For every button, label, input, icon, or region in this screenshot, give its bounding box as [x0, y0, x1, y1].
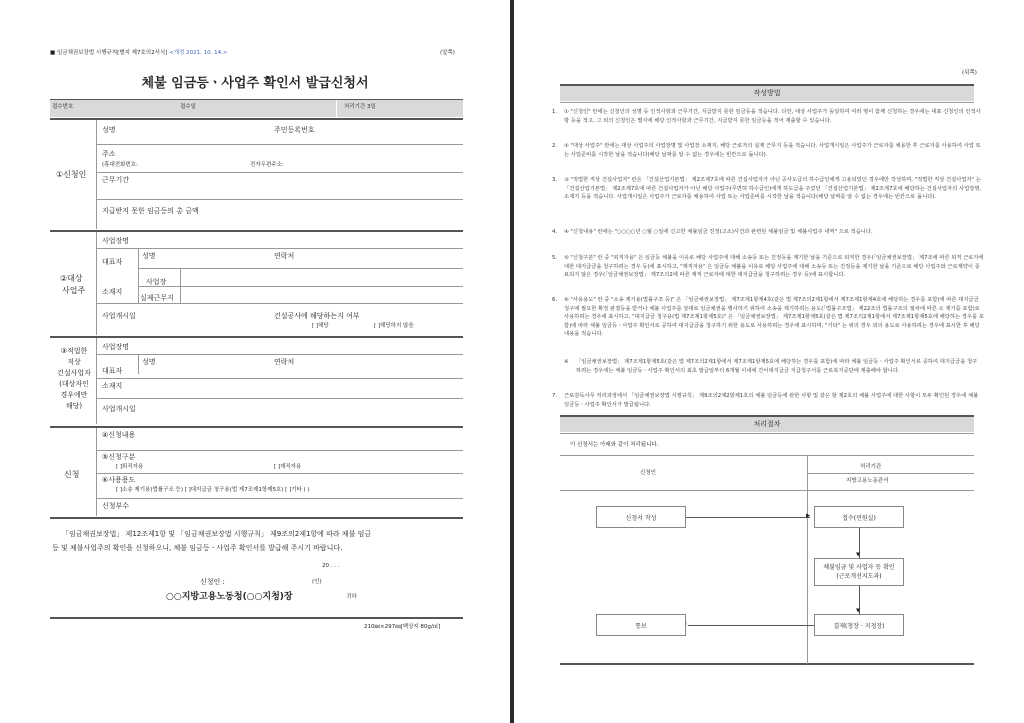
employer-workplace-field[interactable]: 사업장 [146, 278, 167, 286]
column-applicant: 신청인 [640, 470, 656, 476]
procedure-intro: 이 신청서는 아래와 같이 처리됩니다. [570, 442, 659, 448]
request-section-label: 신청 [64, 470, 80, 479]
request-category-label: ⑤신청구분 [102, 453, 136, 461]
applicant-resident-number-field[interactable]: 주민등록번호 [274, 126, 315, 134]
applicant-section [50, 120, 463, 229]
receipt-date-label: 접수일 [180, 104, 196, 110]
instruction-note: ※ 「임금채권보장법」 제7조제1항제5호(같은 법 제7조의2제1항에서 제7조제1항제5호에 해당하는 경우를 포함)에 따라 체불 임금등ㆍ사업주 확인서로 공하여 대지급금을 청구하려는 경우에는 체불 임금등ㆍ사업주 확인서의 최초 발급일부터 6개월 이내에 간이대지급금 지급청구서를 근로복지공단에 제출해야 합니다. [564, 359, 978, 374]
construction-no-checkbox[interactable]: [ ]해당하지 않음 [374, 323, 414, 329]
employer-contact-field[interactable]: 연락처 [274, 252, 295, 260]
step-notify: 통보 [596, 614, 686, 636]
unpaid-total-field[interactable]: 지급받지 못한 임금등의 총 금액 [102, 207, 199, 215]
column-processor-sub: 지방고용노동관서 [846, 478, 889, 484]
page-side-label: (앞쪽) [440, 50, 455, 56]
contractor-section-label: ③적법한 직상 건설사업자 (대상자인 경우에만 해당) [57, 347, 91, 410]
date-line[interactable]: 20 . . . [322, 563, 340, 569]
applicant-work-period-field[interactable]: 근무기간 [102, 176, 130, 184]
contractor-business-name-field[interactable]: 사업장명 [102, 343, 130, 351]
arrow-down-icon: ▼ [856, 608, 861, 614]
employer-section-label-2: 사업주 [62, 286, 86, 295]
contractor-rep-name-field[interactable]: 성명 [142, 358, 156, 366]
retired-checkbox[interactable]: [ ]퇴직자용 [116, 464, 144, 470]
receipt-number-label: 접수번호 [52, 104, 74, 110]
applicant-section-label: ①신청인 [56, 170, 87, 179]
employer-start-date-field[interactable]: 사업개시일 [102, 312, 136, 320]
contractor-section [50, 338, 463, 424]
contractor-representative-label: 대표자 [102, 367, 123, 375]
instructions-title: 작성방법 [753, 89, 781, 97]
form-legal-basis: ■ 임금채권보장법 시행규칙[별지 제7호의2서식] <개정 2021. 10. 14.> [50, 50, 228, 56]
employer-section [50, 232, 463, 335]
contractor-location-field[interactable]: 소재지 [102, 382, 123, 390]
request-section [50, 428, 463, 516]
arrow-right-icon: ▶ [806, 513, 811, 519]
employed-checkbox[interactable]: [ ]재직자용 [274, 464, 302, 470]
statement-line-1: 「임금채권보장법」 제12조제1항 및 「임금채권보장법 시행규칙」 제9조의2제1항에 따라 체불 임금 [62, 530, 372, 538]
employer-location-label: 소재지 [102, 288, 123, 296]
step-write-application: 신청서 작성 [596, 506, 686, 528]
step-confirm: 체불임금 및 사업자 등 확인 (근로개선지도과) [814, 558, 904, 586]
form-page-front [0, 0, 510, 723]
receipt-bar [50, 100, 463, 117]
recipient-office: ○○지방고용노동청(○○지청)장 [166, 592, 293, 602]
honorific: 귀하 [346, 594, 357, 600]
request-copies-field[interactable]: 신청부수 [102, 502, 130, 510]
employer-rep-name-field[interactable]: 성명 [142, 252, 156, 260]
step-receive: 접수(민원실) [814, 506, 904, 528]
instruction-item: 1. ① "신청인" 란에는 신청인의 성명 등 인적사항과 근무기간, 지급받지 못한 임금등을 적습니다. 다만, 대상 사업주가 동일하여 여러 명이 함께 신청하는 경우에는 대표 신청인의 인적사항 등을 적고, 그 외의 신청인은 별지에 해당 인적사항과 근무기간, 지급받지 못한 임금등을 적어 제출할 수 있습니다. [552, 109, 981, 124]
paper-spec: 210㎜×297㎜[백상지 80g/㎡] [364, 624, 441, 630]
statement-line-2: 등 및 체불사업주의 확인을 신청하오니, 체불 임금등ㆍ사업주 확인서를 발급해 주시기 바랍니다. [52, 544, 343, 552]
processing-period: 처리기간 3일 [344, 104, 376, 110]
seal-mark: (인) [312, 579, 322, 585]
applicant-sign-label: 신청인 : [200, 578, 225, 586]
procedure-title: 처리절차 [753, 420, 781, 428]
request-usage-label: ⑥사용용도 [102, 476, 136, 484]
instruction-item: 6. ⑥ "사용용도" 란 중 "소송 제기용(법률구조 등)" 은 「임금채권보장법」 제7조제1항제4호(같은 법 제7조의2제1항에서 제7조제1항제4호에 해당하는 경우를 포함)에 따른 대지급금 청구에 필요한 확정 판결등을 받거나 체불 사업주를 상대로 임금채권을 행사하기 위하여 소송을 제기하려는 용도(「법률구조법」 제22조의 법률구조의 절차에 따른 소 제기를 포함)로 사용하려는 경우에 표시하고, "대지급금 청구용(법 제7조제1항제5호)" 은 「임금채권보장법」 제7조제1항제5호(같은 법 제7조의2제1항에서 제7조제1항제5호에 해당하는 경우를 포함)에 따라 체불 임금등ㆍ사업주 확인서로 공하여 대지급금을 청구하기 위한 용도로 사용하려는 경우에 표시하며, "기타" 는 위의 경우 외의 용도로 사용하려는 경우에 표시한 후 해당 내용을 적습니다. [552, 297, 984, 337]
applicant-address-field[interactable]: 주소 [102, 150, 116, 158]
contractor-contact-field[interactable]: 연락처 [274, 358, 295, 366]
instruction-item: 7. 근로감독사무 처리과정에서 「임금채권보장법 시행규칙」 제9조의2제2항제1호의 체불 임금등에 관한 사항 및 같은 항 제2호의 체불 사업주에 대한 사항이 모두 확인된 경우에 체불 임금등ㆍ사업주 확인서가 발급됩니다. [552, 393, 979, 408]
employer-section-label-1: ②대상 [60, 274, 83, 283]
instruction-item: 3. ③ "적법한 직상 건설사업자" 란은 「건설산업기본법」 제2조제7호에 따른 건설사업자가 아닌 공사도급의 하수급인에게 고용되었던 경우에만 작성하며, "적법한 직상 건설사업자" 는 「건설산업기본법」 제2조제7호에 따른 건설사업자가 아닌 해당 사업주(무면허 하수급인)에게 하도급을 주었던 「건설산업기본법」 제2조제7호에 해당하는 건설사업자의 사업장명, 소재지 등을 적습니다. 사업개시일은 사업주가 근로자를 채용하여 사업 또는 사업준비를 시작한 날을 적습니다(해당 날짜를 알 수 없는 경우에는 빈칸으로 둡니다). [552, 177, 982, 200]
instruction-item: 5. ⑤ "신청구분" 란 중 "퇴직자용" 은 임금등 체불을 이유로 해당 사업주에 대해 소송등 또는 진정등을 제기한 날을 기준으로 퇴직한 경우(「임금채권보장법」 제7조에 따른 퇴직 근로자에 대한 대지급금을 청구하려는 경우 등)에 표시하고, "재직자용" 은 임금등 체불을 이유로 해당 사업주에 대해 소송등 또는 진정등을 제기한 날을 기준으로 해당 사업주와 근로계약이 종료되지 않은 경우(「임금채권보장법」 제7조의2에 따른 재직 근로자에 대한 대지급금을 청구하려는 경우 등)에 표시합니다. [552, 255, 984, 278]
procedure-flow [560, 455, 974, 665]
contractor-start-date-field[interactable]: 사업개시일 [102, 405, 136, 413]
page-side-label-back: (뒤쪽) [962, 70, 977, 76]
form-title: 체불 임금등ㆍ사업주 확인서 발급신청서 [141, 76, 369, 91]
applicant-name-field[interactable]: 성명 [102, 126, 116, 134]
instruction-item: 4. ④ "신청내용" 란에는 "○○○○년 ○월 ○일에 신고한 체불임금 진정(고소)사건과 관련된 체불임금 및 체불사업주 내역" 으로 적습니다. [552, 229, 873, 235]
step-decision: 결재(청장ㆍ지청장) [814, 614, 904, 636]
applicant-phone-field[interactable]: (휴대전화번호: [102, 162, 138, 168]
arrow-down-icon: ▼ [856, 552, 861, 558]
employer-representative-label: 대표자 [102, 258, 123, 266]
column-processor: 처리기관 [860, 464, 882, 470]
construction-yes-checkbox[interactable]: [ ]해당 [312, 323, 329, 329]
request-content-field[interactable]: ④신청내용 [102, 431, 136, 439]
employer-business-name-field[interactable]: 사업장명 [102, 237, 130, 245]
construction-question: 건설공사에 해당하는지 여부 [274, 312, 360, 320]
form-page-back [514, 0, 1024, 723]
usage-options-checkboxes[interactable]: [ ]소송 제기용(법률구조 등) [ ]대지급금 청구용(법 제7조제1항제5호) [ ]기타 ( ) [116, 487, 310, 493]
instruction-item: 2. ② "대상 사업주" 란에는 대상 사업주의 사업장명 및 사업장 소재지, 해당 근로자의 실제 근무지 등을 적습니다. 사업개시일은 사업주가 근로자를 채용한 후 근로자를 사용하여 사업 또는 사업준비를 시작한 날을 적습니다(해당 날짜를 알 수 없는 경우에는 빈칸으로 둡니다). [552, 143, 981, 158]
employer-actual-workplace-field[interactable]: 실제근무지 [140, 294, 174, 302]
applicant-email-field[interactable]: 전자우편주소: [250, 162, 284, 168]
